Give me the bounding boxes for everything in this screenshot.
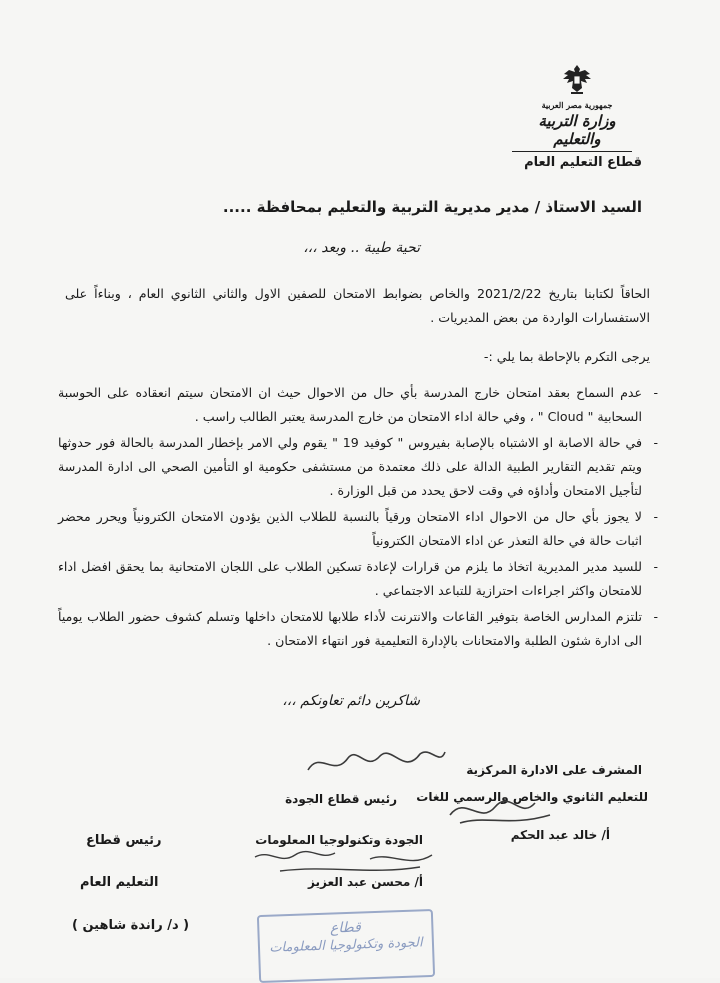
- request-line: يرجى التكرم بالإحاطة بما يلي :-: [483, 349, 650, 364]
- republic-name: جمهورية مصر العربية: [541, 100, 613, 110]
- ministry-logo: [522, 62, 632, 147]
- closing-line: شاكرين دائم تعاونكم ،،،: [282, 693, 420, 709]
- stamp-line-2: الجودة وتكنولوجيا المعلومات: [269, 935, 423, 956]
- intro-paragraph: الحاقاً لكتابنا بتاريخ 2021/2/22 والخاص بضوابط الامتحان للصفين الاول والثاني الثانوي العام ، وبناءاً على الاستفسارات الواردة من بعض المديريات .: [65, 286, 650, 325]
- supervisor-signature-icon: [440, 785, 560, 835]
- instructions-list: [58, 381, 658, 655]
- supervisor-name: أ/ خالد عبد الحكم: [510, 828, 610, 842]
- greeting-line: تحية طيبة .. وبعد ،،،: [303, 240, 420, 256]
- supervisor-title-1: المشرف على الادارة المركزية: [466, 763, 642, 777]
- supervisor-title-2: للتعليم الثانوي والخاص والرسمي للغات: [416, 790, 648, 804]
- sector-name: قطاع التعليم العام: [524, 155, 642, 170]
- sector-head-title-2: التعليم العام: [80, 875, 159, 890]
- addressee-line: السيد الاستاذ / مدير مديرية التربية والتعليم بمحافظة .....: [222, 198, 642, 216]
- sector-head-title-1: رئيس قطاع: [86, 833, 162, 848]
- quality-unit: الجودة وتكنولوجيا المعلومات: [255, 833, 423, 847]
- list-item: - لا يجوز بأي حال من الاحوال اداء الامتحان ورقياً بالنسبة للطلاب الذين يؤدون الامتحان الكترونياً ويحرر محضر اثبات حالة في حالة التعذر عن اداء الامتحان الكترونياً: [58, 505, 658, 553]
- official-stamp: [257, 909, 435, 983]
- logo-divider: [512, 151, 632, 152]
- quality-head-title: رئيس قطاع الجودة: [285, 792, 397, 806]
- list-item: - في حالة الاصابة او الاشتباه بالإصابة بفيروس " كوفيد 19 " يقوم ولي الامر بإخطار المدرسة بالحالة فور حدوثها ويتم تقديم التقارير الطبية الدالة على ذلك معتمدة من مستشفى حكومية او التأمين الصحي الى ادارة المدرسة لتأجيل الامتحان وأداؤه في وقت لاحق يحدد من قبل الوزارة .: [58, 431, 658, 503]
- quality-name: أ/ محسن عبد العزيز: [308, 875, 423, 889]
- quality-signature-icon: [250, 845, 440, 877]
- eagle-emblem-icon: [559, 62, 595, 96]
- quality-head-signature-icon: [300, 742, 450, 784]
- sector-head-name: ( د/ راندة شاهين ): [72, 918, 190, 933]
- stamp-line-1: قطاع: [329, 919, 362, 937]
- list-item: - تلتزم المدارس الخاصة بتوفير القاعات والانترنت لأداء طلابها للامتحان داخلها وتسلم كشوف حضور الطلاب يومياً الى ادارة شئون الطلبة والامتحانات بالإدارة التعليمية فور انتهاء الامتحان .: [58, 605, 658, 653]
- ministry-name: وزارة التربية والتعليم: [538, 112, 616, 148]
- list-item: - عدم السماح بعقد امتحان خارج المدرسة بأي حال من الاحوال حيث ان الامتحان سيتم انعقاده على الحوسبة السحابية " Cloud " ، وفي حالة اداء الامتحان من خارج المدرسة يعتبر الطالب راسب .: [58, 381, 658, 429]
- list-item: - للسيد مدير المديرية اتخاذ ما يلزم من قرارات لإعادة تسكين الطلاب على اللجان الامتحانية بما يحقق افضل اداء للامتحان واكثر اجراءات احترازية للتباعد الاجتماعي .: [58, 555, 658, 603]
